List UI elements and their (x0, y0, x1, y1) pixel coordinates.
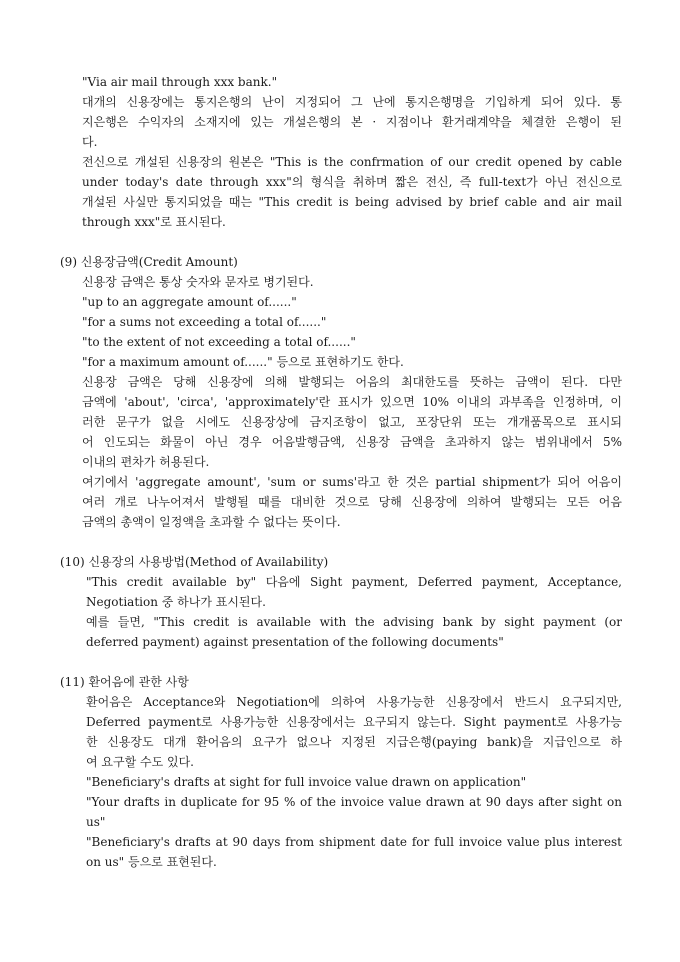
section-10 (0, 552, 680, 652)
intro-line: 전신으로 개설된 신용장의 원본은 "This is the confrmation of our credit opened by cable (82, 155, 622, 169)
section-line: "Your drafts in duplicate for 95 % of the invoice value drawn at 90 days after sight on (86, 795, 622, 809)
intro-section (0, 72, 680, 232)
section-line: "Beneficiary's drafts at 90 days from shipment date for full invoice value plus interest (86, 835, 622, 849)
intro-line: "Via air mail through xxx bank." (82, 75, 278, 89)
section-line: 신용장 금액은 통상 숫자와 문자로 병기된다. (82, 275, 314, 289)
intro-line: 개설된 사실만 통지되었을 때는 "This credit is being advised by brief cable and air mail (82, 195, 622, 209)
section-line: "This credit available by" 다음에 Sight payment, Deferred payment, Acceptance, (86, 575, 622, 589)
section-line: Deferred payment로 사용가능한 신용장에서는 요구되지 않는다. Sight payment로 사용가능 (86, 715, 622, 729)
section-line: 이내의 편차가 허용된다. (82, 455, 210, 469)
section-11 (0, 672, 680, 872)
intro-line: under today's date through xxx"의 형식을 취하며 짧은 전신, 즉 full-text가 아닌 전신으로 (82, 175, 622, 189)
section-line: "for a maximum amount of......" 등으로 표현하기도 한다. (82, 355, 404, 369)
section-heading: (11) 환어음에 관한 사항 (60, 675, 189, 689)
section-line: "to the extent of not exceeding a total of......" (82, 335, 356, 349)
section-line: 금액에 'about', 'circa', 'approximately'란 표시가 있으면 10% 이내의 과부족을 인정하며, 이 (82, 395, 622, 409)
intro-line: 대개의 신용장에는 통지은행의 난이 지정되어 그 난에 통지은행명을 기입하게 되어 있다. 통 (82, 95, 622, 109)
section-line: 어 인도되는 화물이 아닌 경우 어음발행금액, 신용장 금액을 초과하지 않는 범위내에서 5% (82, 435, 622, 449)
section-line: us" (86, 815, 106, 829)
document-page (0, 72, 680, 872)
section-line: "up to an aggregate amount of......" (82, 295, 297, 309)
section-line: 여기에서 'aggregate amount', 'sum or sums'라고 한 것은 partial shipment가 되어 어음이 (82, 475, 622, 489)
section-heading: (9) 신용장금액(Credit Amount) (60, 255, 238, 269)
intro-line: 지은행은 수익자의 소재지에 있는 개설은행의 본 · 지점이나 환거래계약을 체결한 은행이 된 (82, 115, 622, 129)
section-line: Negotiation 중 하나가 표시된다. (86, 595, 266, 609)
section-line: "Beneficiary's drafts at sight for full invoice value drawn on application" (86, 775, 527, 789)
section-line: 환어음은 Acceptance와 Negotiation에 의하여 사용가능한 신용장에서 반드시 요구되지만, (86, 695, 622, 709)
intro-line: through xxx"로 표시된다. (82, 215, 226, 229)
section-line: 신용장 금액은 당해 신용장에 의해 발행되는 어음의 최대한도를 뜻하는 금액이 된다. 다만 (82, 375, 622, 389)
section-line: 예를 들면, "This credit is available with the advising bank by sight payment (or (86, 615, 622, 629)
section-line: 금액의 총액이 일정액을 초과할 수 없다는 뜻이다. (82, 515, 341, 529)
section-line: 여 요구할 수도 있다. (86, 755, 194, 769)
section-line: "for a sums not exceeding a total of......" (82, 315, 327, 329)
section-heading: (10) 신용장의 사용방법(Method of Availability) (60, 555, 329, 569)
intro-line: 다. (82, 135, 98, 149)
section-9 (0, 252, 680, 532)
section-line: 한 신용장도 대개 환어음의 요구가 없으나 지정된 지급은행(paying bank)을 지급인으로 하 (86, 735, 622, 749)
section-line: 러한 문구가 없을 시에도 신용장상에 금지조항이 없고, 포장단위 또는 개개품목으로 표시되 (82, 415, 622, 429)
section-line: 여러 개로 나누어져서 발행될 때를 대비한 것으로 당해 신용장에 의하여 발행되는 모든 어음 (82, 495, 622, 509)
section-line: on us" 등으로 표현된다. (86, 855, 217, 869)
section-line: deferred payment) against presentation of the following documents" (86, 635, 504, 649)
